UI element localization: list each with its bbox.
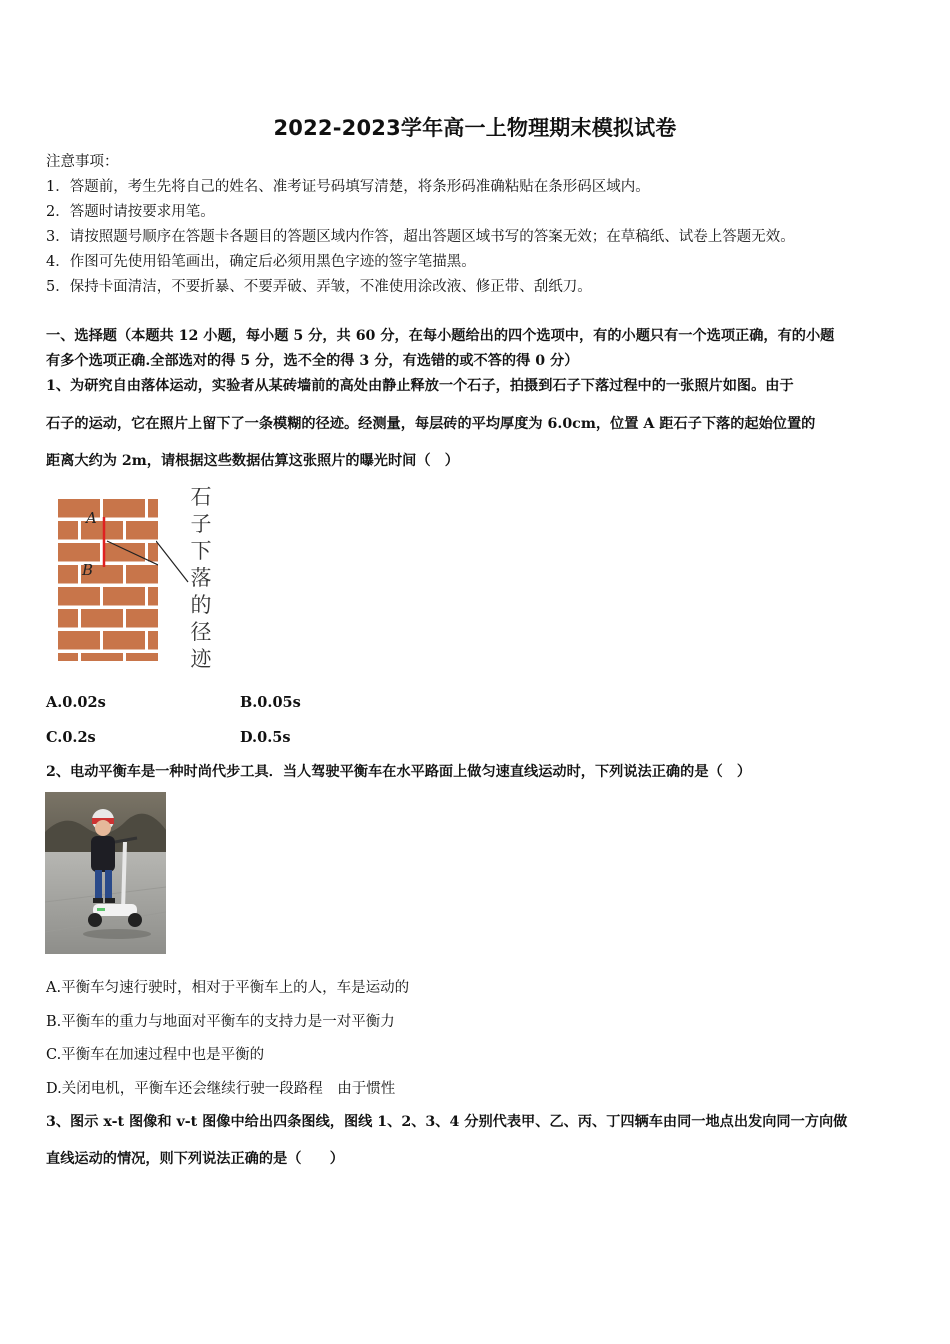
brick [58, 521, 78, 540]
q1-stem-line3: 距离大约为 2m，请根据这些数据估算这张照片的曝光时间（ ） [46, 453, 459, 469]
caption-char: 子 [190, 512, 212, 536]
brick [58, 609, 78, 628]
page-title: 2022-2023学年高一上物理期末模拟试卷 [273, 116, 677, 140]
label-b: B [82, 561, 94, 579]
section-instructions-line1: 一、选择题（本题共 12 小题，每小题 5 分，共 60 分，在每小题给出的四个选项中，有的小题只有一个选项正确，有的小题 [46, 328, 835, 344]
brick [126, 609, 158, 628]
caption-char: 径 [190, 620, 212, 644]
balance-scooter-photo [45, 792, 166, 954]
brick [58, 587, 100, 606]
notice-item: 1．答题前，考生先将自己的姓名、准考证号码填写清楚，将条形码准确粘贴在条形码区域内。 [46, 179, 650, 195]
q1-option-a[interactable]: A.0.02s [46, 694, 106, 711]
q1-stem-line2: 石子的运动，它在照片上留下了一条模糊的径迹。经测量，每层砖的平均厚度为 6.0cm，位置 A 距石子下落的起始位置的 [46, 416, 816, 432]
q2-option-c[interactable]: C.平衡车在加速过程中也是平衡的 [46, 1047, 265, 1063]
q2-option-a[interactable]: A.平衡车匀速行驶时，相对于平衡车上的人，车是运动的 [46, 980, 410, 996]
q1-option-c[interactable]: C.0.2s [46, 729, 96, 746]
brick [58, 565, 78, 584]
q2-option-d[interactable]: D.关闭电机，平衡车还会继续行驶一段路程 由于惯性 [46, 1081, 396, 1097]
trace-caption [188, 484, 214, 673]
brick [58, 543, 100, 562]
notice-item: 5．保持卡面清洁，不要折暴、不要弄破、弄皱，不准使用涂改液、修正带、刮纸刀。 [46, 279, 592, 295]
pointer-line-extension [156, 538, 190, 584]
caption-char: 下 [190, 539, 212, 563]
q1-option-d[interactable]: D.0.5s [240, 729, 291, 746]
brick-wall-figure [58, 497, 158, 661]
brick [148, 587, 158, 606]
q1-option-b[interactable]: B.0.05s [240, 694, 301, 711]
caption-char: 的 [190, 593, 212, 617]
brick [103, 631, 145, 650]
brick [81, 609, 123, 628]
notice-item: 2．答题时请按要求用笔。 [46, 204, 215, 220]
brick [103, 543, 145, 562]
label-a: A [86, 509, 97, 527]
brick [58, 631, 100, 650]
q2-option-b[interactable]: B.平衡车的重力与地面对平衡车的支持力是一对平衡力 [46, 1014, 395, 1030]
q3-stem-line2: 直线运动的情况，则下列说法正确的是（ ） [46, 1151, 344, 1167]
caption-char: 落 [190, 566, 212, 590]
brick [148, 631, 158, 650]
brick [58, 653, 78, 661]
q1-stem-line1: 1、为研究自由落体运动，实验者从某砖墙前的高处由静止释放一个石子，拍摄到石子下落过程中的一张照片如图。由于 [46, 378, 794, 394]
notice-item: 4．作图可先使用铅笔画出，确定后必须用黑色字迹的签字笔描黑。 [46, 254, 476, 270]
q2-stem: 2、电动平衡车是一种时尚代步工具．当人驾驶平衡车在水平路面上做匀速直线运动时，下列说法正确的是（ ） [46, 764, 752, 780]
notice-heading: 注意事项： [46, 154, 119, 170]
notice-item: 3．请按照题号顺序在答题卡各题目的答题区域内作答，超出答题区域书写的答案无效；在草稿纸、试卷上答题无效。 [46, 229, 795, 245]
brick [126, 521, 158, 540]
caption-char: 迹 [190, 647, 212, 671]
section-instructions-line2: 有多个选项正确.全部选对的得 5 分，选不全的得 3 分，有选错的或不答的得 0 分） [46, 353, 579, 369]
brick [148, 499, 158, 518]
brick [103, 587, 145, 606]
caption-char: 石 [190, 485, 212, 509]
q3-stem-line1: 3、图示 x-t 图像和 v-t 图像中给出四条图线，图线 1、2、3、4 分别代表甲、乙、丙、丁四辆车由同一地点出发向同一方向做 [46, 1114, 848, 1130]
brick [126, 653, 158, 661]
brick [81, 653, 123, 661]
brick-rows [58, 499, 158, 661]
brick [126, 565, 158, 584]
brick [103, 499, 145, 518]
